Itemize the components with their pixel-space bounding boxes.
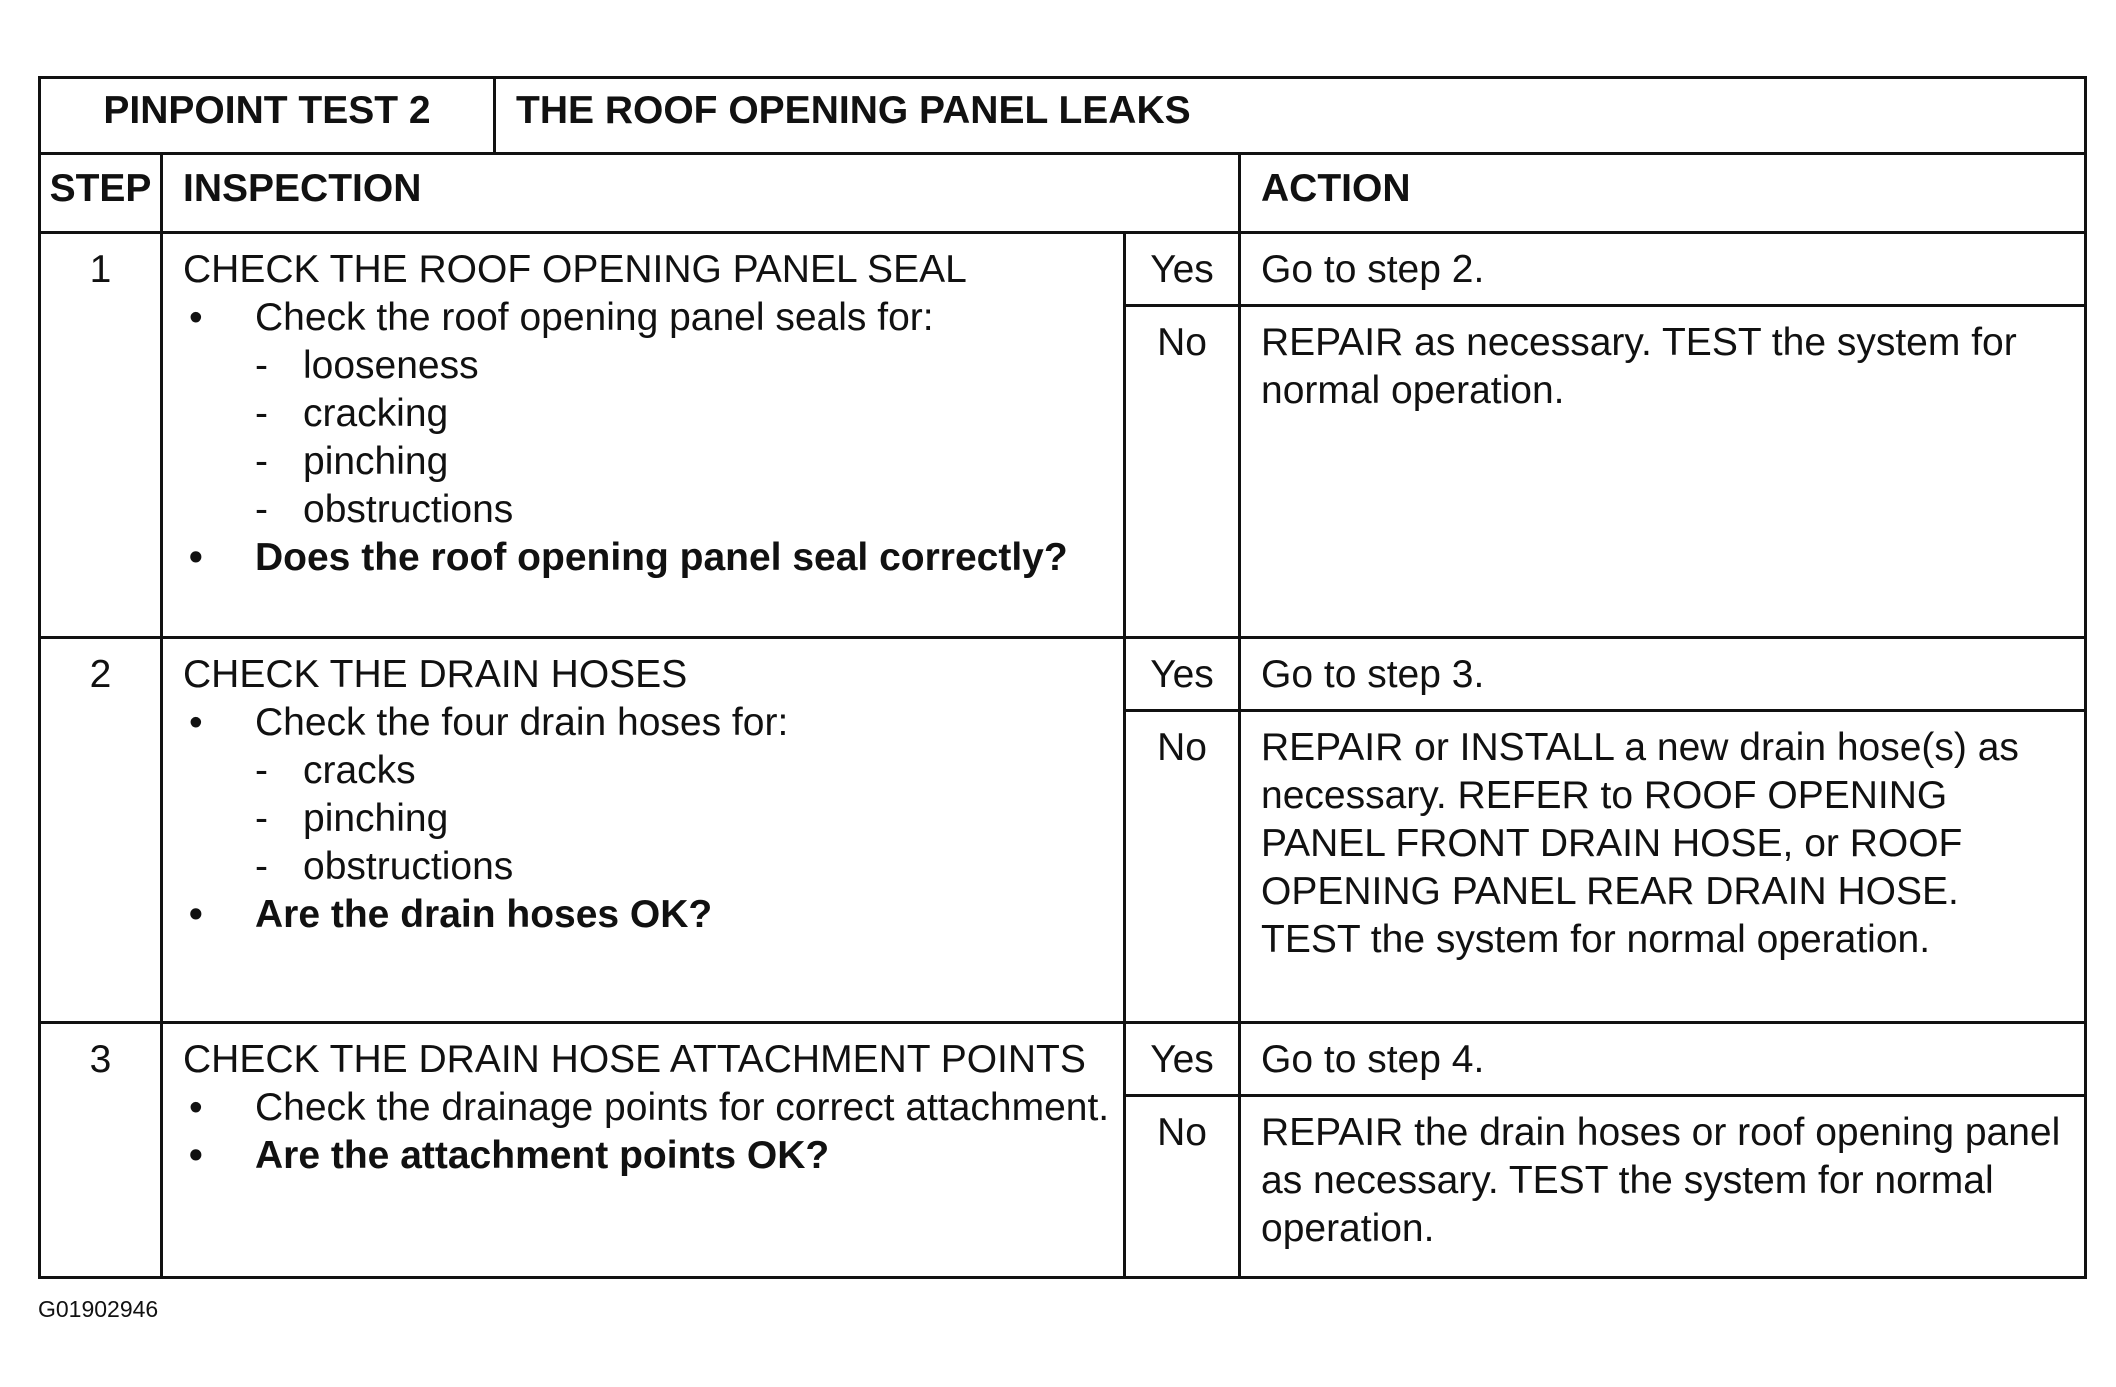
check-item: - pinching xyxy=(255,795,1113,843)
no-action: REPAIR as necessary. TEST the system for normal operation. xyxy=(1240,306,2086,638)
check-item: - cracking xyxy=(255,390,1113,438)
check-item: - looseness xyxy=(255,342,1113,390)
no-action: REPAIR or INSTALL a new drain hose(s) as necessary. REFER to ROOF OPENING PANEL FRONT DRAIN HOSE, or ROOF OPENING PANEL REAR DRAIN HOSE. TEST the system for normal operation. xyxy=(1240,711,2086,1023)
step-number: 1 xyxy=(40,233,162,638)
step-3-yes-row xyxy=(40,1023,2086,1096)
step-2-yes-row xyxy=(40,638,2086,711)
step-1-inspection xyxy=(162,233,1125,638)
dash-icon: - xyxy=(255,440,268,483)
no-action: REPAIR the drain hoses or roof opening panel as necessary. TEST the system for normal operation. xyxy=(1240,1096,2086,1278)
step-3-inspection xyxy=(162,1023,1125,1278)
yes-label: Yes xyxy=(1125,233,1240,306)
step-number: 2 xyxy=(40,638,162,1023)
column-header-action: ACTION xyxy=(1240,154,2086,233)
bullet-text: Check the roof opening panel seals for: xyxy=(255,296,934,339)
inspection-bullet xyxy=(183,699,1113,747)
check-item: - obstructions xyxy=(255,486,1113,534)
step-title: CHECK THE DRAIN HOSE ATTACHMENT POINTS xyxy=(183,1038,1086,1081)
question-bullet xyxy=(183,1132,1113,1180)
bullet-icon: • xyxy=(189,1134,203,1177)
check-item: - obstructions xyxy=(255,843,1113,891)
bullet-icon: • xyxy=(189,701,203,744)
bullet-icon: • xyxy=(189,296,203,339)
step-2-inspection xyxy=(162,638,1125,1023)
step-1-yes-row xyxy=(40,233,2086,306)
test-header-row xyxy=(40,78,2086,154)
bullet-text: Check the drainage points for correct attachment. xyxy=(255,1086,1110,1129)
pinpoint-test-table xyxy=(38,76,2087,1279)
yes-action: Go to step 2. xyxy=(1240,233,2086,306)
dash-icon: - xyxy=(255,797,268,840)
yes-label: Yes xyxy=(1125,638,1240,711)
check-item: - cracks xyxy=(255,747,1113,795)
step-number: 3 xyxy=(40,1023,162,1278)
question-text: Are the drain hoses OK? xyxy=(255,893,713,936)
check-item: - pinching xyxy=(255,438,1113,486)
column-header-step: STEP xyxy=(40,154,162,233)
pinpoint-test-document xyxy=(38,76,2084,1272)
step-title: CHECK THE DRAIN HOSES xyxy=(183,653,688,696)
dash-icon: - xyxy=(255,749,268,792)
question-bullet xyxy=(183,534,1113,582)
check-item-list xyxy=(183,747,1113,891)
no-label: No xyxy=(1125,306,1240,638)
yes-action: Go to step 3. xyxy=(1240,638,2086,711)
inspection-bullet xyxy=(183,1084,1113,1132)
test-title: THE ROOF OPENING PANEL LEAKS xyxy=(495,78,2086,154)
test-number: PINPOINT TEST 2 xyxy=(40,78,495,154)
question-text: Are the attachment points OK? xyxy=(255,1134,830,1177)
bullet-icon: • xyxy=(189,1086,203,1129)
dash-icon: - xyxy=(255,344,268,387)
dash-icon: - xyxy=(255,392,268,435)
no-label: No xyxy=(1125,711,1240,1023)
question-bullet xyxy=(183,891,1113,939)
yes-label: Yes xyxy=(1125,1023,1240,1096)
inspection-bullet xyxy=(183,294,1113,342)
question-text: Does the roof opening panel seal correctly? xyxy=(255,536,1068,579)
dash-icon: - xyxy=(255,488,268,531)
dash-icon: - xyxy=(255,845,268,888)
column-header-inspection: INSPECTION xyxy=(162,154,1240,233)
yes-action: Go to step 4. xyxy=(1240,1023,2086,1096)
bullet-text: Check the four drain hoses for: xyxy=(255,701,789,744)
bullet-icon: • xyxy=(189,536,203,579)
check-item-list xyxy=(183,342,1113,534)
column-header-row xyxy=(40,154,2086,233)
bullet-icon: • xyxy=(189,893,203,936)
figure-id: G01902946 xyxy=(38,1296,159,1322)
no-label: No xyxy=(1125,1096,1240,1278)
step-title: CHECK THE ROOF OPENING PANEL SEAL xyxy=(183,248,967,291)
